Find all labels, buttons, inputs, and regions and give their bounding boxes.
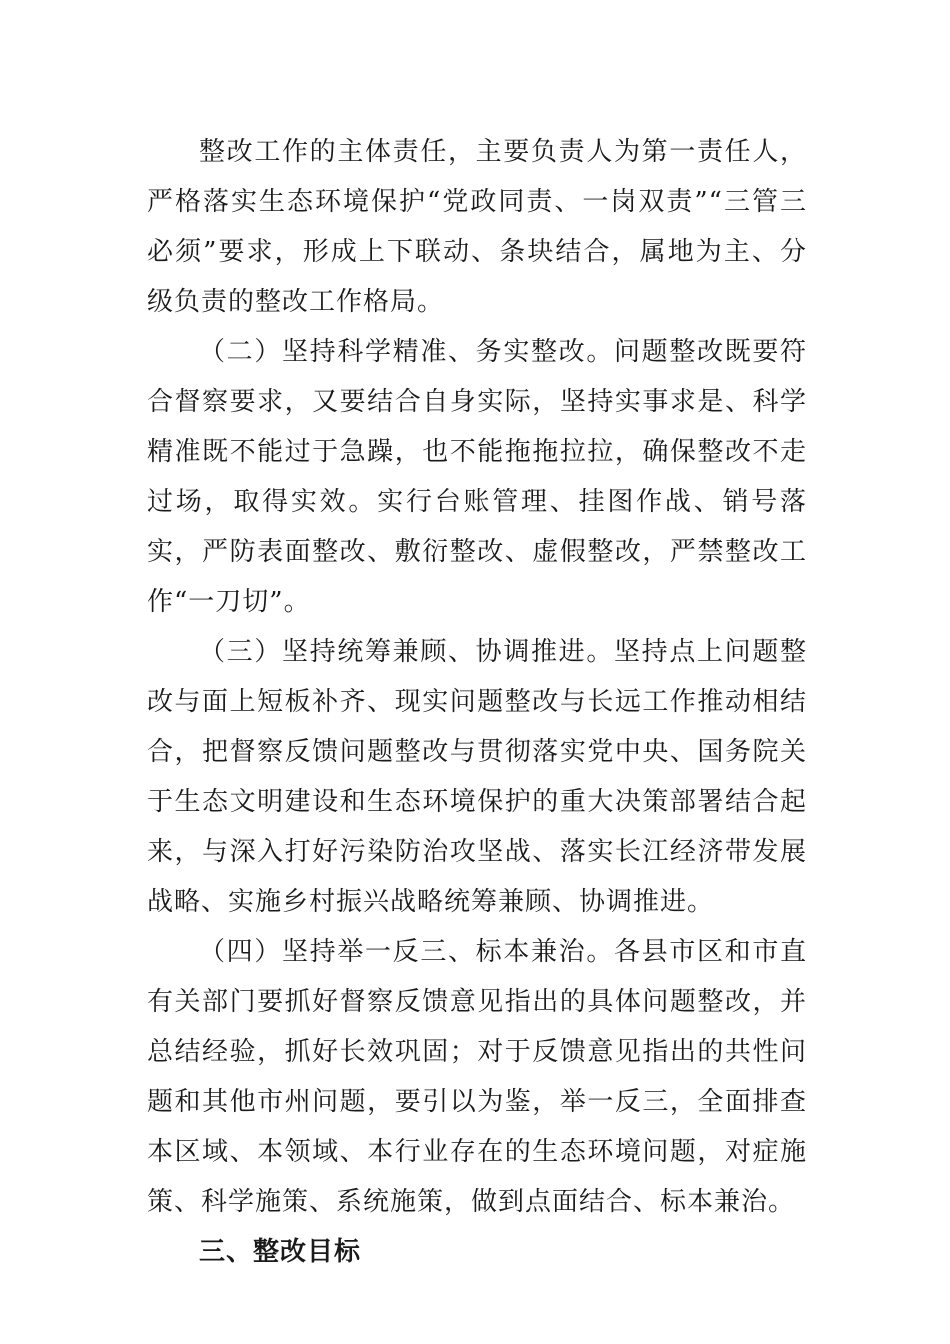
paragraph-responsibility: 整改工作的主体责任，主要负责人为第一责任人，严格落实生态环境保护“党政同责、一岗双责”“三管三必须”要求，形成上下联动、条块结合，属地为主、分级负责的整改工作格局。: [147, 137, 807, 317]
paragraph-scientific-precision: （二）坚持科学精准、务实整改。问题整改既要符合督察要求，又要结合自身实际，坚持实事求是、科学精准既不能过于急躁，也不能拖拖拉拉，确保整改不走过场，取得实效。实行台账管理、挂图作战、销号落实，严防表面整改、敷衍整改、虚假整改，严禁整改工作“一刀切”。: [147, 337, 807, 617]
paragraph-root-and-branch: （四）坚持举一反三、标本兼治。各县市区和市直有关部门要抓好督察反馈意见指出的具体问题整改，并总结经验，抓好长效巩固；对于反馈意见指出的共性问题和其他市州问题，要引以为鉴，举一反三，全面排查本区域、本领域、本行业存在的生态环境问题，对症施策、科学施策、系统施策，做到点面结合、标本兼治。: [147, 937, 807, 1217]
document-body: [147, 127, 807, 1277]
section-heading: 三、整改目标: [199, 1237, 362, 1267]
paragraph-coordination: （三）坚持统筹兼顾、协调推进。坚持点上问题整改与面上短板补齐、现实问题整改与长远工作推动相结合，把督察反馈问题整改与贯彻落实党中央、国务院关于生态文明建设和生态环境保护的重大决策部署结合起来，与深入打好污染防治攻坚战、落实长江经济带发展战略、实施乡村振兴战略统筹兼顾、协调推进。: [147, 637, 807, 917]
